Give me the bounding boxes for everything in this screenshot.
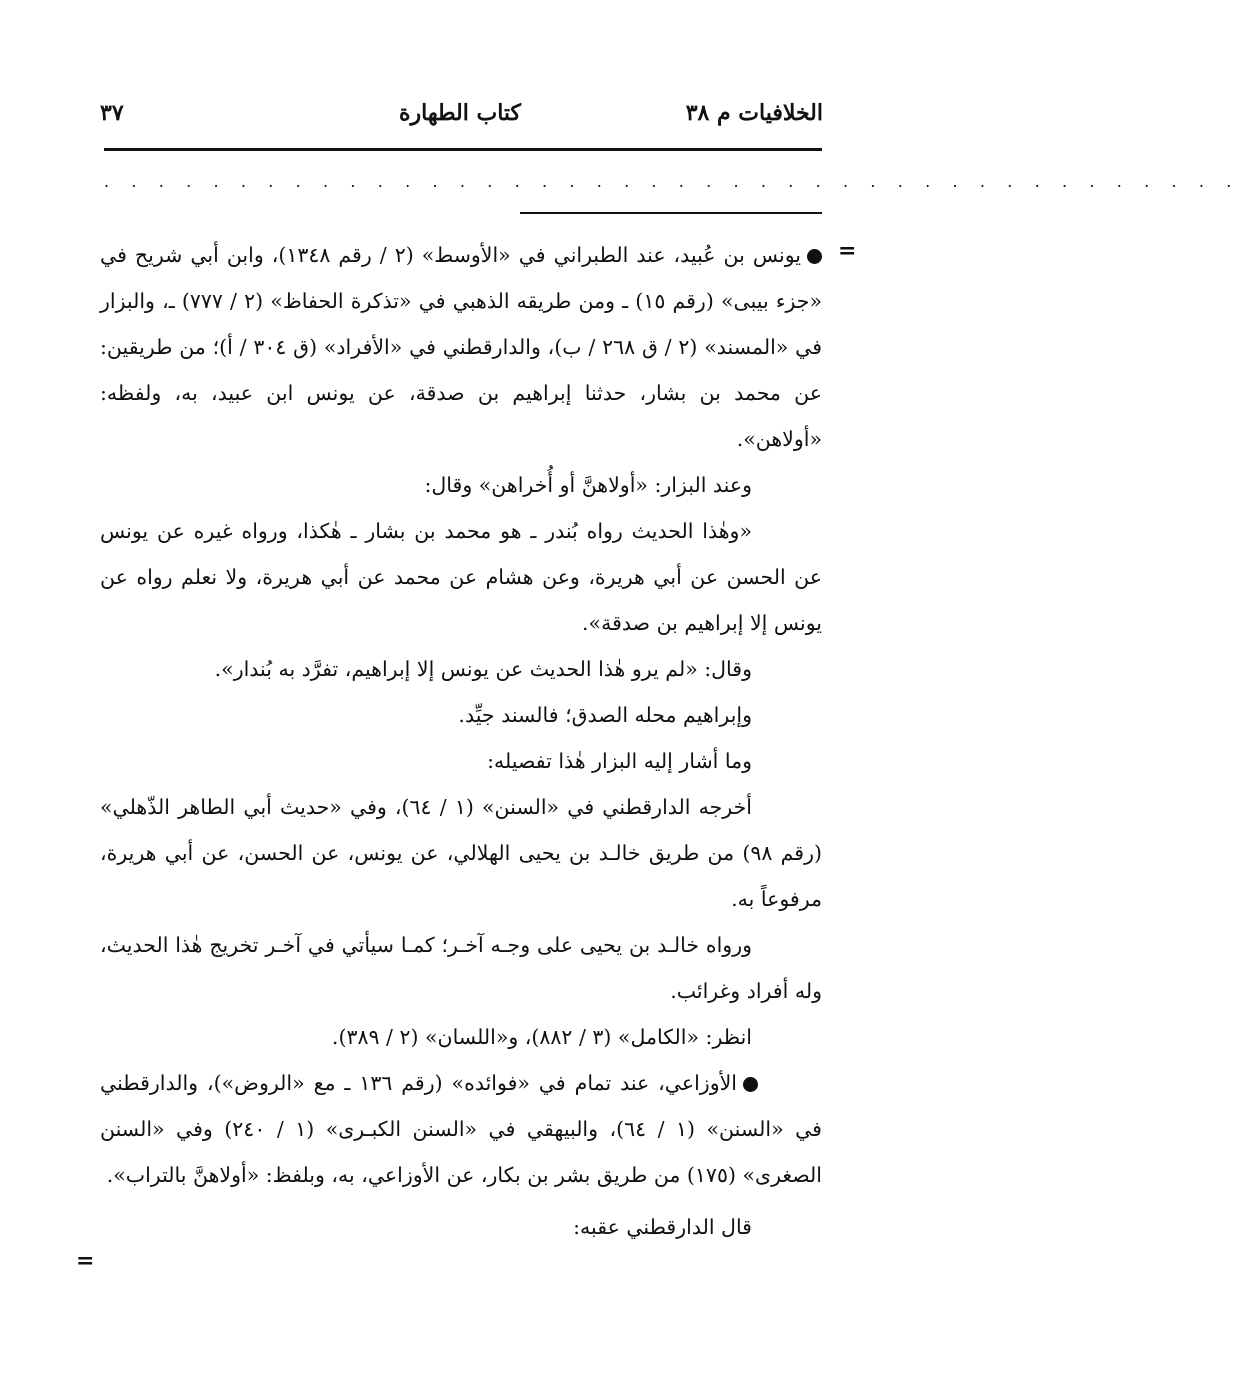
continuation-mark-top: = (838, 238, 857, 264)
continuation-mark-bottom: = (76, 1248, 95, 1274)
paragraph-bazzar-said: وقال: «لم يرو هٰذا الحديث عن يونس إلا إبراهيم، تفرَّد به بُندار». (214, 657, 752, 681)
paragraph-bazzar-text: «وهٰذا الحديث رواه بُندر ـ هو محمد بن بشار ـ هٰكذا، ورواه غيره عن يونس عن الحسن عن أبي هريرة، وعن هشام عن محمد عن أبي هريرة، ولا نعلم رواه عن يونس إلا إبراهيم بن صدقة». (100, 519, 822, 635)
footnote-body (100, 232, 822, 1250)
paragraph-ibrahim: وإبراهيم محله الصدق؛ فالسند جيِّد. (458, 703, 752, 727)
paragraph-bazzar-quote: وعند البزار: «أولاهنَّ أو أُخراهن» وقال: (424, 473, 752, 497)
page-number: ٣٧ (100, 100, 124, 126)
paragraph-awzai: الأوزاعي، عند تمام في «فوائده» (رقم ١٣٦ ـ مع «الروض»)، والدارقطني في «السنن» (١ / ٦٤)، والبيهقي في «السنن الكبـرى» (١ / ٢٤٠) وفي «السنن الصغرى» (١٧٥) من طريق بشر بن بكار، عن الأوزاعي، به، وبلفظ: «أولاهنَّ بالتراب». (100, 1071, 822, 1187)
bullet-icon (807, 249, 822, 264)
paragraph-yunus: يونس بن عُبيد، عند الطبراني في «الأوسط» (٢ / رقم ١٣٤٨)، وابن أبي شريح في «جزء بيبى» (رقم ١٥) ـ ومن طريقه الذهبي في «تذكرة الحفاظ» (٢ / ٧٧٧) ـ، والبزار في «المسند» (٢ / ق ٢٦٨ / ب)، والدارقطني في «الأفراد» (ق ٣٠٤ / أ)؛ من طريقين: عن محمد بن بشار، حدثنا إبراهيم بن صدقة، عن يونس ابن عبيد، به، ولفظه: «أولاهن». (100, 243, 823, 451)
paragraph-daraqutni-said: قال الدارقطني عقبه: (573, 1215, 752, 1239)
paragraph-daraqutni: أخرجه الدارقطني في «السنن» (١ / ٦٤)، وفي «حديث أبي الطاهر الذّهلي» (رقم ٩٨) من طريق خالـد بن يحيى الهلالي، عن يونس، عن الحسن، عن أبي هريرة، مرفوعاً به. (100, 795, 823, 911)
running-header-title: كتاب الطهارة (398, 100, 522, 126)
header-rule (104, 148, 822, 151)
paragraph-see: انظر: «الكامل» (٣ / ٨٨٢)، و«اللسان» (٢ / ٣٨٩). (331, 1025, 752, 1049)
footnote-rule (520, 212, 822, 214)
paragraph-khalid: ورواه خالـد بن يحيى على وجـه آخـر؛ كمـا سيأتي في آخـر تخريج هٰذا الحديث، وله أفراد وغرائب. (100, 933, 822, 1003)
bullet-icon (743, 1077, 758, 1092)
paragraph-detail-intro: وما أشار إليه البزار هٰذا تفصيله: (487, 749, 752, 773)
running-header-volume: الخلافيات م ٣٨ (685, 100, 823, 126)
dotted-separator: . . . . . . . . . . . . . . . . . . . . . . . . . . . . . . . . . . . . . . . . . . (104, 172, 1240, 191)
